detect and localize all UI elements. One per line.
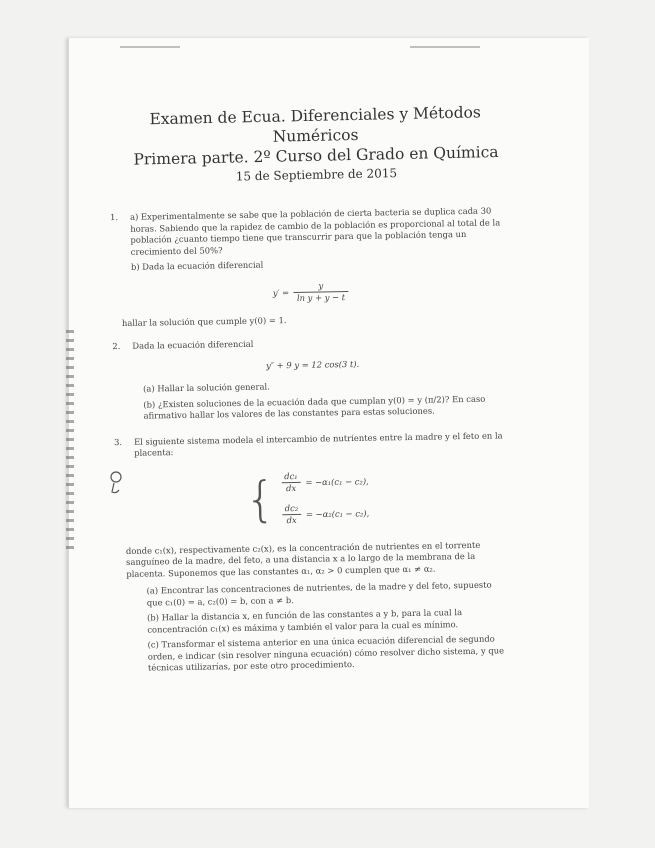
derivative-numerator: dc₁	[281, 470, 301, 483]
question-3	[113, 429, 508, 675]
equation-2: y″ + 9 y = 12 cos(3 t).	[266, 358, 360, 370]
question-3b: (b) Hallar la distancia x, en función de las constantes a y b, para la cual la concentración c₁(x) es máxima y también el valor para la cual es mínimo.	[146, 607, 463, 635]
derivative-denominator: dx	[286, 514, 297, 526]
question-number: 3.	[113, 436, 123, 447]
question-3-description: donde c₁(x), respectivamente c₂(x), es la concentración de nutrientes en el torrente sanguíneo de la madre, del feto, a una distancia x a lo largo de la membrana de la placenta. Suponemos que las constantes α₁, α₂ > 0 cumplen que α₁ ≠ α₂.	[125, 539, 481, 579]
equation-fraction	[294, 280, 349, 305]
equation-system	[244, 459, 505, 536]
exam-content	[110, 205, 508, 674]
question-2a: (a) Hallar la solución general.	[142, 381, 270, 394]
question-1	[110, 205, 502, 329]
question-number: 1.	[110, 212, 119, 223]
scan-mark	[120, 46, 180, 48]
scan-mark	[410, 46, 480, 48]
exam-title-line1: Examen de Ecua. Diferenciales y Métodos Numéricos	[149, 103, 482, 146]
fraction-denominator: ln y + y − t	[296, 292, 346, 303]
question-1b-intro: b) Dada la ecuación diferencial	[130, 259, 264, 272]
system-equation-2	[280, 501, 370, 527]
equation-rhs: = −α₂(c₁ − c₂),	[305, 507, 370, 519]
system-equation-1	[279, 469, 369, 495]
question-3-intro: El siguiente sistema modela el intercambio de nutrientes entre la madre y el feto en la placenta:	[133, 429, 503, 458]
question-2-intro: Dada la ecuación diferencial	[132, 338, 254, 351]
handwritten-mark	[108, 470, 124, 500]
exam-title-line2: Primera parte. 2º Curso del Grado en Química	[133, 142, 499, 169]
question-2	[112, 334, 503, 422]
question-1a: a) Experimentalmente se sabe que la población de cierta bacteria se duplica cada 30 horas. Sabiendo que la rapidez de cambio de la población es proporcional al total de la población ¿cuanto tiempo tiene que transcurrir para que la población tenga un crecimiento del 50%?	[129, 205, 501, 257]
question-1b-tail: hallar la solución que cumple y(0) = 1.	[121, 314, 287, 328]
system-brace: {	[244, 470, 277, 528]
derivative-denominator: dx	[285, 482, 297, 494]
equation-lhs: y′ =	[272, 287, 290, 298]
equation-1b	[121, 277, 501, 308]
binding-holes	[66, 330, 74, 550]
question-3a: (a) Encontrar las concentraciones de nutrientes, de la madre y del feto, supuesto que c₁(0) = a, c₂(0) = b, con a ≠ b.	[146, 579, 492, 608]
equation-rhs: = −α₁(c₁ − c₂),	[305, 475, 369, 487]
derivative-numerator: dc₂	[282, 502, 302, 515]
question-3c: (c) Transformar el sistema anterior en una única ecuación diferencial de segundo orden, e indicar (sin resolver ninguna ecuación) cómo resolver dicho sistema, y que técnicas utilizarías, por este otro procedimiento.	[147, 633, 505, 673]
exam-date: 15 de Septiembre de 2015	[235, 166, 398, 184]
fraction-numerator: y	[294, 280, 348, 293]
question-number: 2.	[112, 341, 121, 352]
exam-header	[115, 102, 517, 188]
question-2b: (b) ¿Existen soluciones de la ecuación dada que cumplan y(0) = y (π/2)? En caso afirmativo hallar los valores de las constantes para estas soluciones.	[143, 393, 486, 421]
